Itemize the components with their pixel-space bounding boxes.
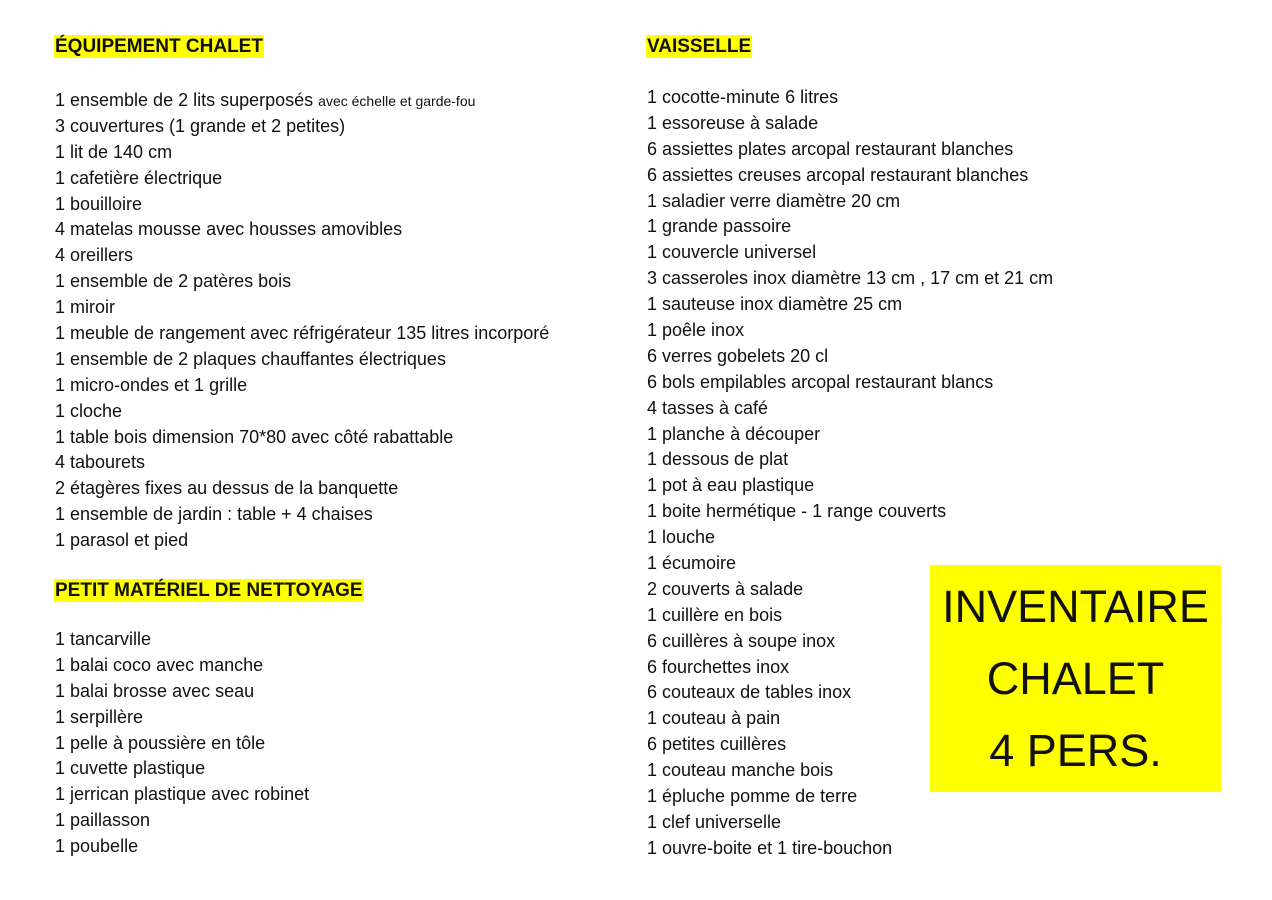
list-item-text: 1 cuvette plastique	[55, 758, 206, 779]
list-item-text: 1 ensemble de 2 patères bois	[55, 271, 292, 292]
list-item-text: 1 balai brosse avec seau	[55, 680, 255, 701]
list-item	[55, 295, 549, 321]
list-item	[647, 111, 1053, 137]
list-item-text: 1 couvercle universel	[647, 242, 817, 263]
list-item	[55, 114, 549, 140]
list-item	[647, 447, 1053, 473]
list-item	[55, 217, 549, 243]
list-item	[55, 808, 309, 834]
inventory-line-1: INVENTAIRE	[942, 580, 1209, 632]
list-item	[55, 269, 549, 295]
equipement-title	[54, 33, 264, 61]
list-item	[55, 166, 549, 192]
list-item-text: 1 parasol et pied	[55, 530, 189, 551]
list-item-text: 1 miroir	[55, 297, 116, 318]
vaisselle-title	[646, 33, 752, 61]
list-item	[55, 476, 549, 502]
list-item	[647, 292, 1053, 318]
list-item-text: 1 écumoire	[647, 553, 737, 574]
list-item-text: 1 cocotte-minute 6 litres	[647, 87, 839, 107]
list-item-text: 6 couteaux de tables inox	[647, 682, 852, 703]
list-item	[55, 321, 549, 347]
list-item	[647, 240, 1053, 266]
list-item	[647, 163, 1053, 189]
list-item-text: 1 poêle inox	[647, 320, 745, 341]
list-item-text: 1 serpillère	[55, 706, 144, 727]
list-item-text: 1 micro-ondes et 1 grille	[55, 374, 248, 395]
list-item	[55, 834, 309, 860]
list-item	[55, 399, 549, 425]
equipement-title-text: ÉQUIPEMENT CHALET	[55, 36, 263, 57]
list-item-text: 1 couteau manche bois	[647, 760, 834, 781]
list-item-text: 1 grande passoire	[647, 216, 792, 237]
nettoyage-title	[54, 577, 364, 605]
list-item	[647, 370, 1053, 396]
list-item	[55, 528, 549, 554]
equipement-list	[55, 88, 549, 554]
list-item	[55, 425, 549, 451]
list-item	[55, 731, 309, 757]
list-item-text: 1 louche	[647, 527, 716, 548]
list-item	[55, 756, 309, 782]
list-item-text: 6 verres gobelets 20 cl	[647, 345, 829, 366]
inventory-box	[930, 565, 1221, 792]
list-item-text: 6 assiettes plates arcopal restaurant blanches	[647, 138, 1014, 159]
list-item-text: 1 sauteuse inox diamètre 25 cm	[647, 294, 903, 315]
list-item	[55, 347, 549, 373]
list-item	[55, 450, 549, 476]
list-item-text: 1 ouvre-boite et 1 tire-bouchon	[647, 837, 893, 858]
list-item	[647, 318, 1053, 344]
list-item-text: 1 boite hermétique - 1 range couverts	[647, 501, 947, 522]
list-item-text: 1 ensemble de 2 lits superposés	[55, 90, 314, 110]
list-item	[55, 502, 549, 528]
inventory-line-3: 4 PERS.	[989, 724, 1162, 776]
list-item-text: 1 ensemble de jardin : table + 4 chaises	[55, 504, 373, 525]
nettoyage-list	[55, 627, 309, 860]
list-item	[647, 85, 1053, 111]
list-item-text: 1 jerrican plastique avec robinet	[55, 784, 310, 805]
list-item	[55, 679, 309, 705]
inventory-line-2: CHALET	[986, 652, 1165, 704]
list-item-text: 1 ensemble de 2 plaques chauffantes électriques	[55, 348, 446, 369]
list-item	[647, 810, 1053, 836]
list-item-text: 2 étagères fixes au dessus de la banquette	[55, 478, 399, 499]
nettoyage-title-text: PETIT MATÉRIEL DE NETTOYAGE	[55, 580, 363, 601]
list-item	[55, 88, 549, 114]
list-item-text: 1 poubelle	[55, 836, 139, 857]
list-item-text: 4 tasses à café	[647, 397, 769, 418]
vaisselle-title-text: VAISSELLE	[647, 36, 752, 57]
list-item-text: 1 meuble de rangement avec réfrigérateur 135 litres incorporé	[55, 323, 550, 344]
list-item	[55, 705, 309, 731]
list-item	[55, 627, 309, 653]
list-item	[647, 266, 1053, 292]
list-item	[647, 214, 1053, 240]
list-item-text: 1 cloche	[55, 400, 123, 421]
list-item-text: 6 fourchettes inox	[647, 656, 790, 677]
list-item-text: 1 cafetière électrique	[55, 167, 223, 188]
list-item	[55, 192, 549, 218]
list-item-text: 3 casseroles inox diamètre 13 cm , 17 cm et 21 cm	[647, 268, 1054, 289]
list-item-text: 2 couverts à salade	[647, 578, 804, 599]
list-item-text: 1 pot à eau plastique	[647, 475, 815, 496]
list-item-text: 1 balai coco avec manche	[55, 654, 264, 675]
list-item	[647, 499, 1053, 525]
list-item	[647, 396, 1053, 422]
list-item	[647, 525, 1053, 551]
list-item-text: 1 lit de 140 cm	[55, 141, 173, 162]
list-item-text: 4 tabourets	[55, 452, 146, 473]
list-item-text: 1 clef universelle	[647, 811, 782, 832]
list-item-text: 1 couteau à pain	[647, 708, 781, 729]
list-item-text: 1 cuillère en bois	[647, 604, 783, 625]
list-item-text: 6 bols empilables arcopal restaurant blancs	[647, 371, 994, 392]
list-item-text: 6 petites cuillères	[647, 734, 787, 755]
list-item-text: 6 assiettes creuses arcopal restaurant blanches	[647, 164, 1029, 185]
list-item	[55, 373, 549, 399]
list-item	[647, 344, 1053, 370]
list-item-text: 3 couvertures (1 grande et 2 petites)	[55, 115, 346, 136]
list-item	[647, 473, 1053, 499]
list-item-note: avec échelle et garde-fou	[318, 93, 476, 109]
list-item-text: 1 paillasson	[55, 810, 151, 831]
list-item-text: 1 table bois dimension 70*80 avec côté rabattable	[55, 426, 454, 447]
list-item-text: 1 épluche pomme de terre	[647, 786, 858, 807]
list-item-text: 1 bouilloire	[55, 193, 143, 214]
list-item-text: 1 tancarville	[55, 629, 152, 649]
list-item	[55, 243, 549, 269]
list-item-text: 6 cuillères à soupe inox	[647, 630, 836, 651]
list-item-text: 4 matelas mousse avec housses amovibles	[55, 219, 403, 240]
list-item	[647, 836, 1053, 862]
list-item-text: 4 oreillers	[55, 245, 134, 266]
list-item-text: 1 dessous de plat	[647, 449, 789, 470]
list-item	[647, 422, 1053, 448]
list-item-text: 1 essoreuse à salade	[647, 112, 819, 133]
list-item	[55, 782, 309, 808]
list-item-text: 1 pelle à poussière en tôle	[55, 732, 266, 753]
list-item-text: 1 saladier verre diamètre 20 cm	[647, 190, 901, 211]
list-item-text: 1 planche à découper	[647, 423, 821, 444]
list-item	[55, 140, 549, 166]
list-item	[55, 653, 309, 679]
list-item	[647, 189, 1053, 215]
list-item	[647, 137, 1053, 163]
